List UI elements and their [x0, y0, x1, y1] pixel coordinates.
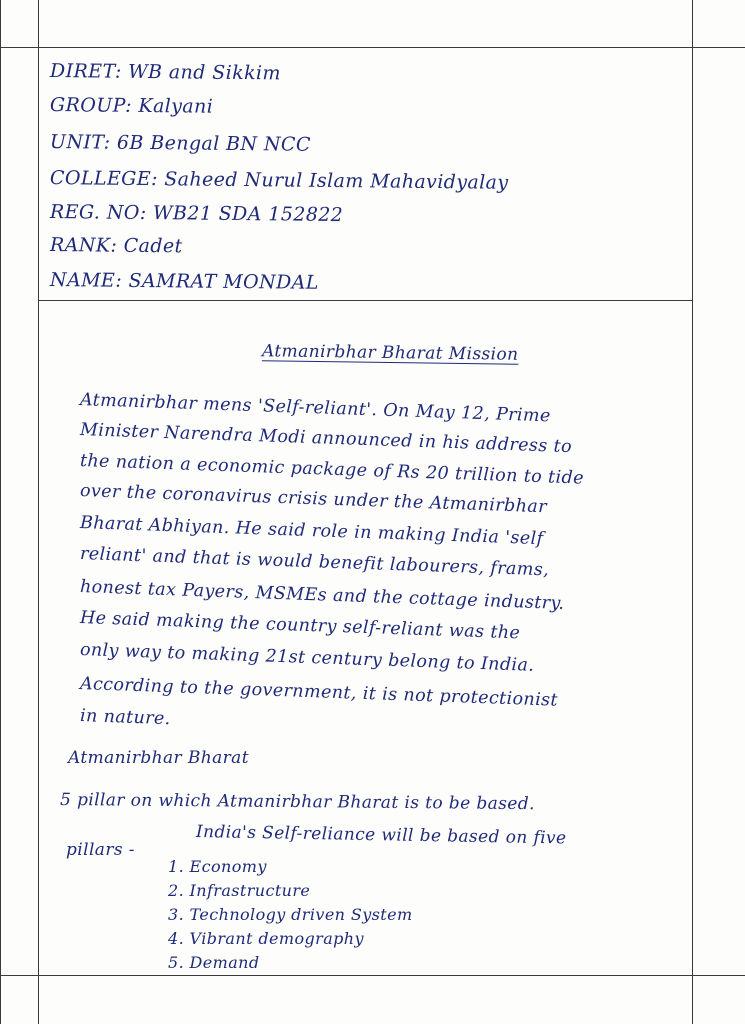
essay-line: Bharat Abhiyan. He said role in making India 'self — [79, 513, 544, 550]
pillar-item: 5. Demand — [168, 953, 260, 972]
left-margin-line — [38, 0, 39, 1024]
essay-line: According to the government, it is not protectionist — [79, 674, 559, 711]
section-intro: 5 pillar on which Atmanirbhar Bharat is to be based. — [59, 790, 535, 815]
essay-line: only way to making 21st century belong to India. — [79, 640, 535, 676]
pillar-item: 3. Technology driven System — [168, 905, 413, 924]
right-margin-line — [692, 0, 693, 1024]
group-line: GROUP: Kalyani — [49, 94, 214, 118]
pillar-item: 1. Economy — [168, 857, 267, 876]
college-line: COLLEGE: Saheed Nurul Islam Mahavidyalay — [49, 167, 509, 194]
section-sentence-a: India's Self-reliance will be based on five — [195, 822, 567, 849]
essay-line: over the coronavirus crisis under the Atmanirbhar — [79, 481, 548, 518]
essay-title: Atmanirbhar Bharat Mission — [261, 341, 519, 365]
essay-line: honest tax Payers, MSMEs and the cottage industry. — [79, 577, 565, 614]
top-border-line — [0, 47, 745, 48]
header-divider-line — [38, 300, 692, 301]
unit-line: UNIT: 6B Bengal BN NCC — [49, 131, 311, 156]
left-edge-line — [0, 0, 1, 1024]
section-heading: Atmanirbhar Bharat — [68, 748, 249, 768]
bottom-border-line — [0, 975, 745, 976]
pillar-item: 2. Infrastructure — [168, 881, 311, 900]
reg-no-line: REG. NO: WB21 SDA 152822 — [49, 201, 344, 227]
rank-line: RANK: Cadet — [49, 234, 183, 258]
essay-line: Atmanirbhar mens 'Self-reliant'. On May 12, Prime — [79, 390, 552, 427]
name-line: NAME: SAMRAT MONDAL — [49, 269, 319, 294]
essay-line: in nature. — [79, 706, 172, 730]
essay-line: Minister Narendra Modi announced in his address to — [79, 420, 573, 458]
section-sentence-b: pillars - — [66, 840, 135, 860]
direct-line: DIRET: WB and Sikkim — [49, 60, 281, 85]
essay-line: reliant' and that is would benefit labourers, frams, — [79, 544, 550, 581]
pillar-item: 4. Vibrant demography — [168, 929, 364, 948]
essay-line: the nation a economic package of Rs 20 trillion to tide — [79, 451, 585, 489]
essay-line: He said making the country self-reliant was the — [79, 608, 521, 644]
